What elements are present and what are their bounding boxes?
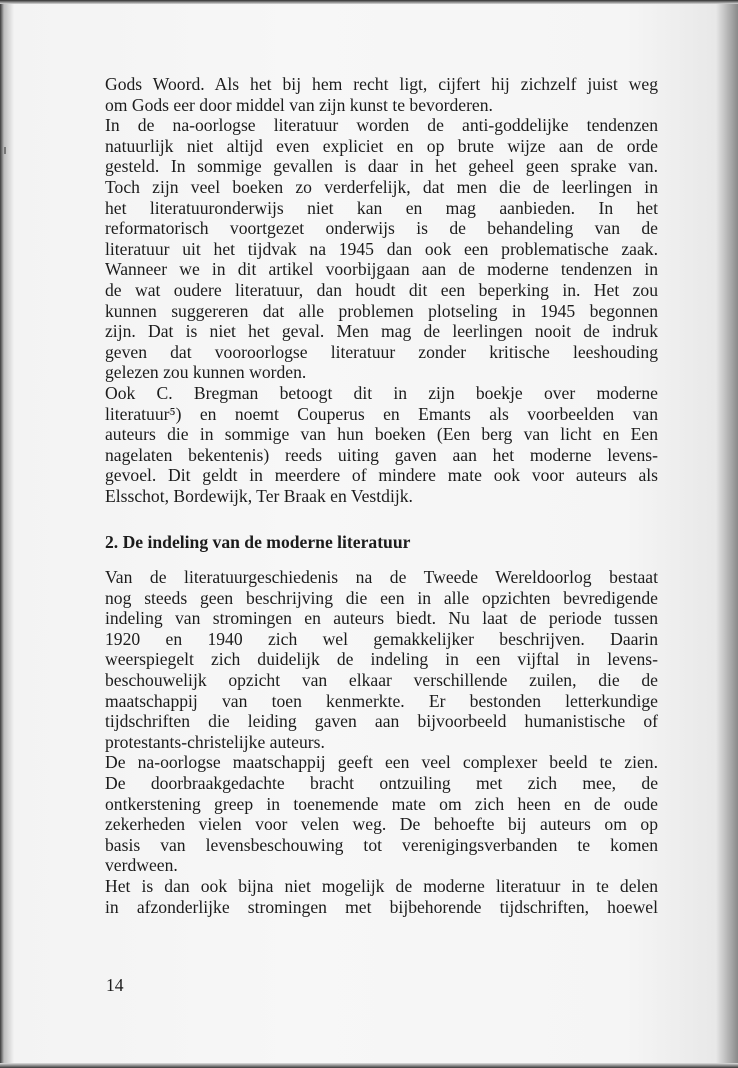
paragraph xyxy=(105,752,658,876)
section-heading: 2. De indeling van de moderne literatuur xyxy=(105,532,411,553)
text-line: het literatuuronderwijs niet kan en mag aanbieden. In het xyxy=(105,197,658,218)
body-text xyxy=(105,74,658,917)
text-line: 1920 en 1940 zich wel gemakkelijker beschrijven. Daarin xyxy=(105,628,658,649)
text-line: natuurlijk niet altijd even expliciet en op brute wijze aan de orde xyxy=(105,135,658,156)
paragraph xyxy=(105,383,658,507)
text-line: nog steeds geen beschrijving die een in alle opzichten bevredigende xyxy=(105,587,658,608)
text-line: protestants-christelijke auteurs. xyxy=(105,731,325,752)
text-line: weerspiegelt zich duidelijk de indeling in een vijftal in levens- xyxy=(105,649,658,670)
text-line: literatuur uit het tijdvak na 1945 dan ook een problematische zaak. xyxy=(105,238,658,259)
text-line: Elsschot, Bordewijk, Ter Braak en Vestdijk. xyxy=(105,485,413,506)
text-line: Wanneer we in dit artikel voorbijgaan aan de moderne tendenzen in xyxy=(105,259,658,280)
text-line: ontkerstening greep in toenemende mate om zich heen en de oude xyxy=(105,793,658,814)
text-line: Het is dan ook bijna niet mogelijk de moderne literatuur in te delen xyxy=(105,875,658,896)
scan-speck xyxy=(4,147,6,154)
text-line: gesteld. In sommige gevallen is daar in het geheel geen sprake van. xyxy=(105,156,658,177)
text-line: kunnen suggereren dat alle problemen plotseling in 1945 begonnen xyxy=(105,300,658,321)
text-line: literatuur⁵) en noemt Couperus en Emants als voorbeelden van xyxy=(105,403,658,424)
text-line: auteurs die in sommige van hun boeken (Een berg van licht en Een xyxy=(105,424,658,445)
text-line: Van de literatuurgeschiedenis na de Tweede Wereldoorlog bestaat xyxy=(105,567,658,588)
page-top-edge xyxy=(0,0,738,4)
text-line: indeling van stromingen en auteurs biedt. Nu laat de periode tussen xyxy=(105,608,658,629)
text-line: verdween. xyxy=(105,855,178,876)
text-line: in afzonderlijke stromingen met bijbehorende tijdschriften, hoewel xyxy=(105,896,658,917)
text-line: gelezen zou kunnen worden. xyxy=(105,362,307,383)
text-line: Toch zijn veel boeken zo verderfelijk, dat men die de leerlingen in xyxy=(105,176,658,197)
text-line: Gods Woord. Als het bij hem recht ligt, cijfert hij zichzelf juist weg xyxy=(105,74,658,94)
text-line: geven dat vooroorlogse literatuur zonder kritische leeshouding xyxy=(105,341,658,362)
page-bottom-edge xyxy=(0,1063,738,1068)
text-line: gevoel. Dit geldt in meerdere of mindere mate ook voor auteurs als xyxy=(105,465,658,486)
text-line: zekerheden vielen voor velen weg. De behoefte bij auteurs om op xyxy=(105,814,658,835)
text-line: Ook C. Bregman betoogt dit in zijn boekje over moderne xyxy=(105,382,658,403)
text-line: nagelaten bekentenis) reeds uiting gaven aan het moderne levens- xyxy=(105,444,658,465)
text-line: In de na-oorlogse literatuur worden de anti-goddelijke tendenzen xyxy=(105,115,658,136)
text-line: zijn. Dat is niet het geval. Men mag de leerlingen nooit de indruk xyxy=(105,321,658,342)
text-line: om Gods eer door middel van zijn kunst te bevorderen. xyxy=(105,94,493,115)
text-line: De na-oorlogse maatschappij geeft een veel complexer beeld te zien. xyxy=(105,752,658,773)
text-line: basis van levensbeschouwing tot verenigingsverbanden te komen xyxy=(105,834,658,855)
paragraph xyxy=(105,74,658,115)
page-number: 14 xyxy=(106,975,124,995)
text-line: de wat oudere literatuur, dan houdt dit een beperking in. Het zou xyxy=(105,279,658,300)
text-line: tijdschriften die leiding gaven aan bijvoorbeeld humanistische of xyxy=(105,711,658,732)
text-line: beschouwelijk opzicht van elkaar verschillende zuilen, die de xyxy=(105,670,658,691)
text-line: maatschappij van toen kenmerkte. Er bestonden letterkundige xyxy=(105,690,658,711)
paragraph xyxy=(105,567,658,752)
paragraph xyxy=(105,115,658,383)
text-line: reformatorisch voortgezet onderwijs is de behandeling van de xyxy=(105,218,658,239)
paragraph xyxy=(105,876,658,917)
text-line: De doorbraakgedachte bracht ontzuiling met zich mee, de xyxy=(105,773,658,793)
